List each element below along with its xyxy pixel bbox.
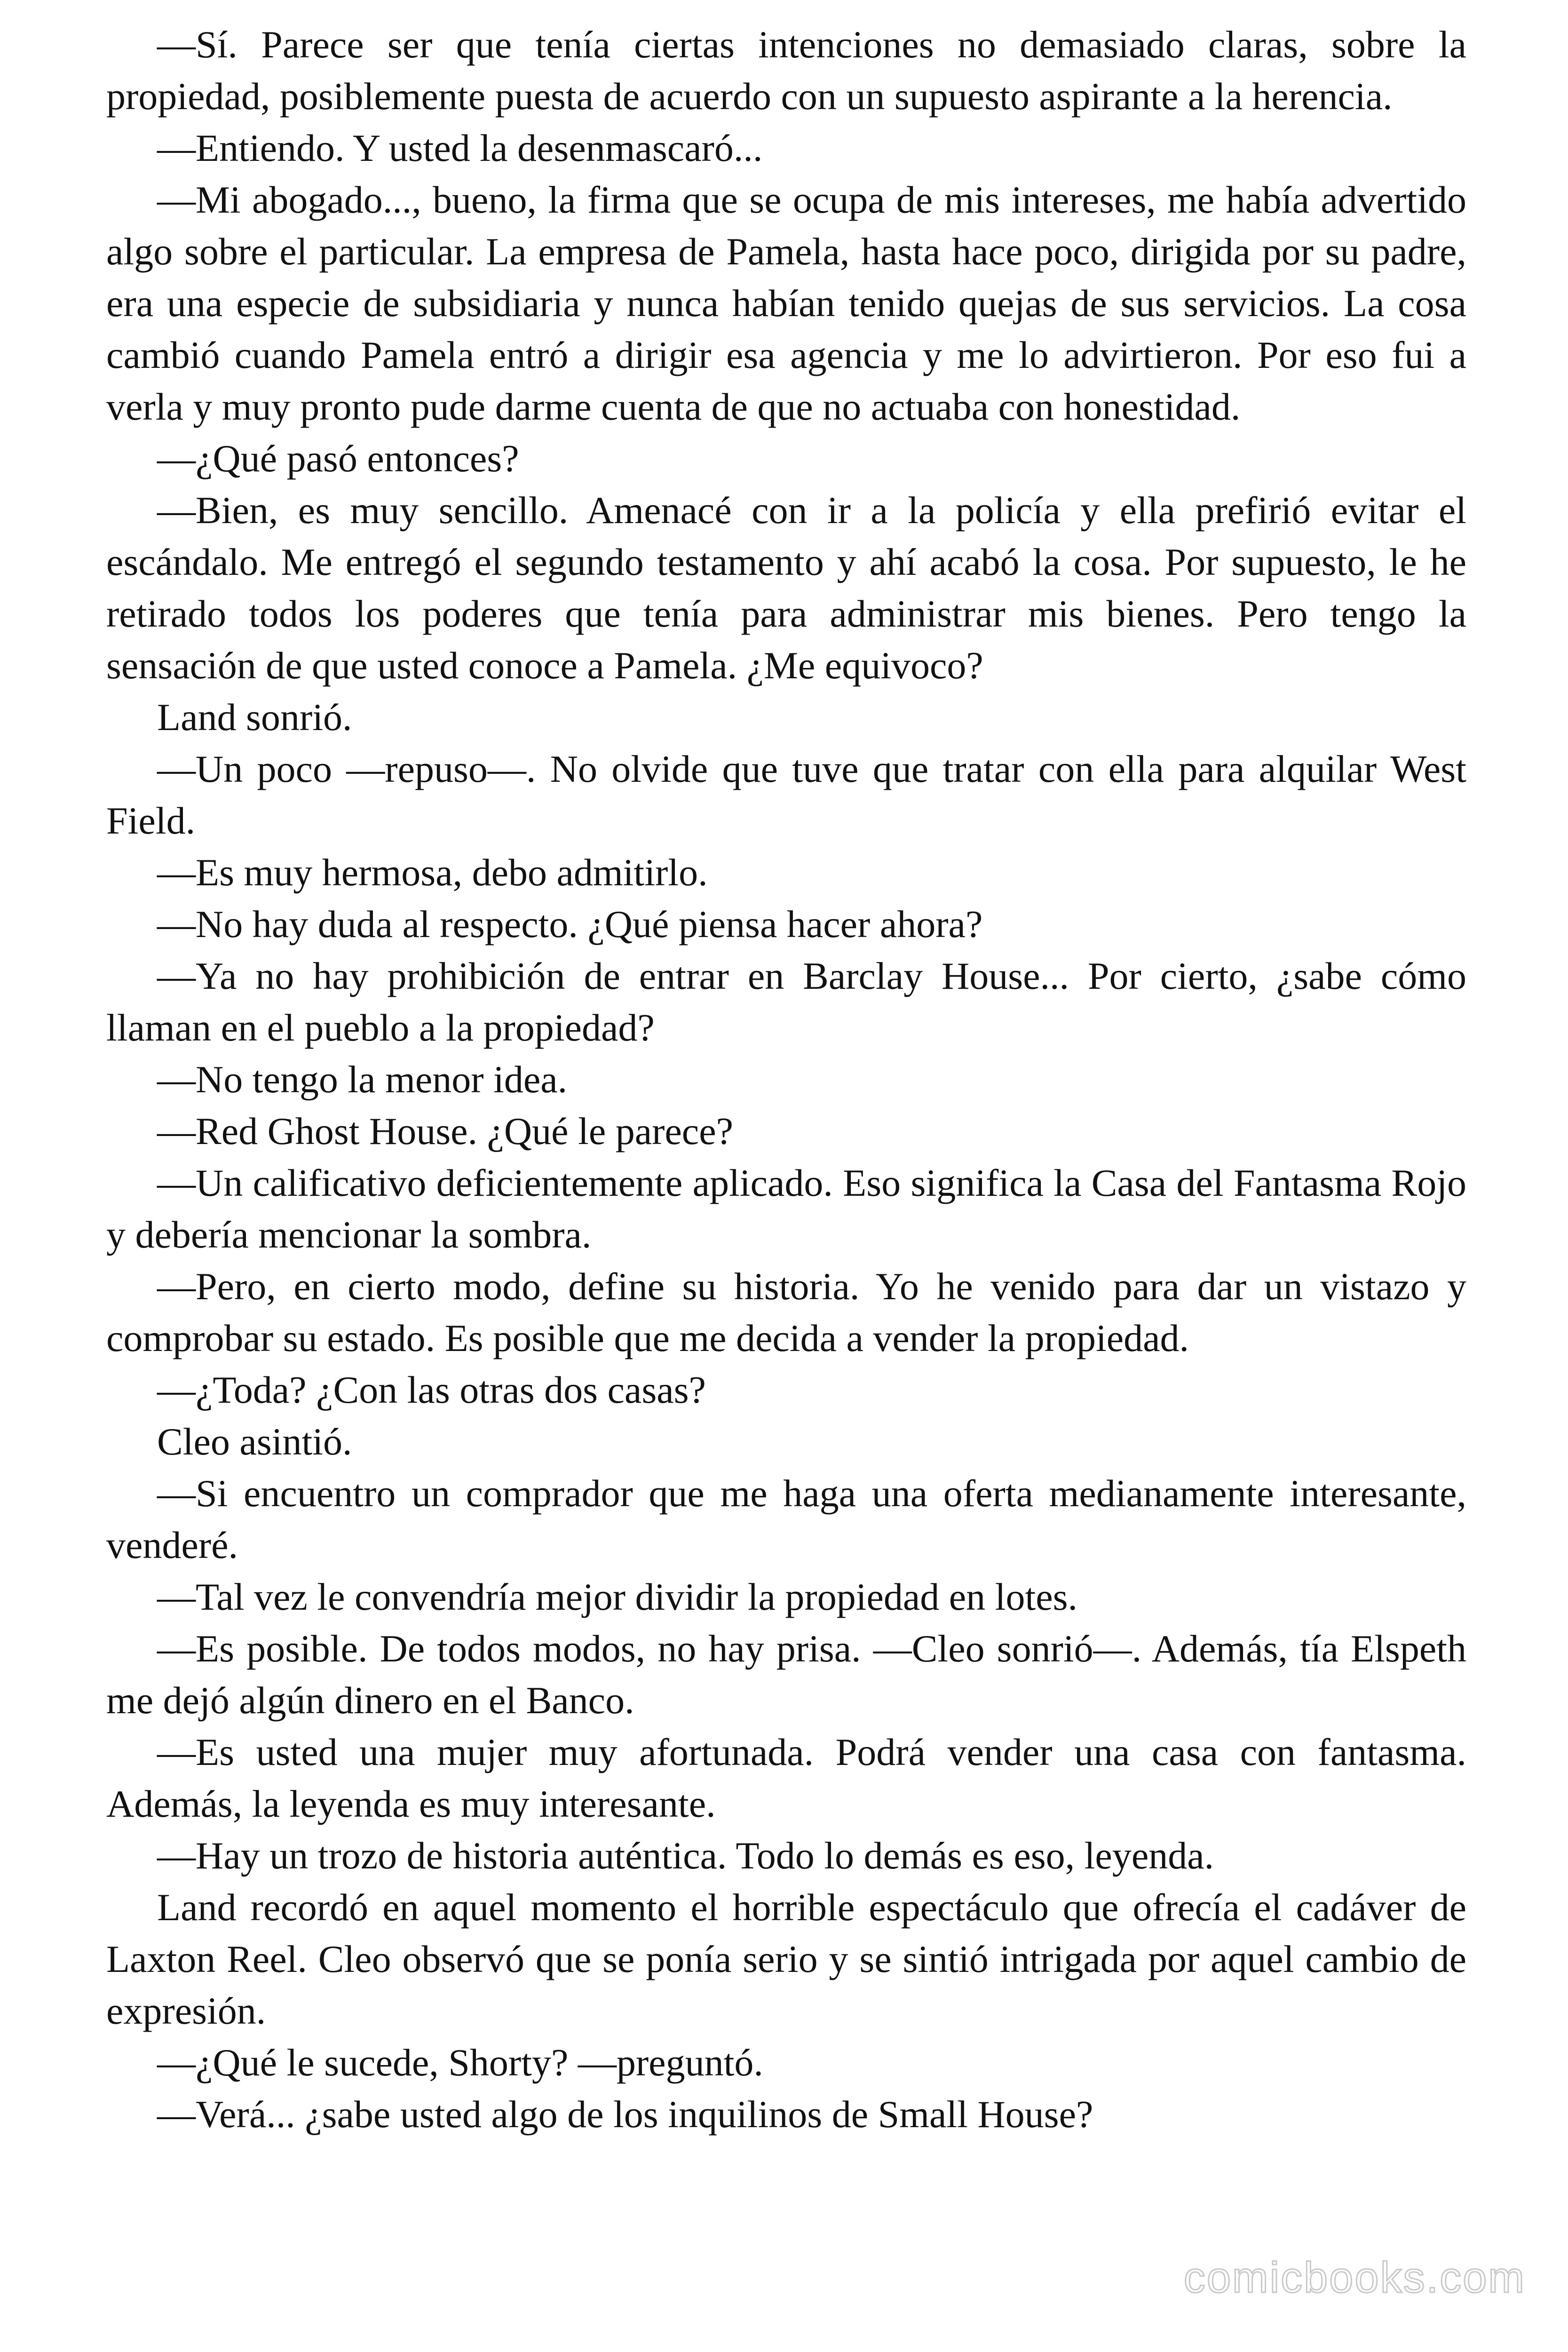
paragraph: —Entiendo. Y usted la desenmascaró...: [157, 127, 763, 169]
paragraph: —Hay un trozo de historia auténtica. Todo lo demás es eso, leyenda.: [157, 1834, 1214, 1877]
watermark: comicbooks.com: [1183, 2254, 1526, 2302]
paragraph: —Verá... ¿sabe usted algo de los inquilinos de Small House?: [157, 2093, 1093, 2136]
paragraph: Cleo asintió.: [157, 1420, 352, 1463]
paragraph: —Si encuentro un comprador que me haga una oferta medianamente interesante, venderé.: [106, 1472, 1466, 1566]
paragraph: —Tal vez le convendría mejor dividir la propiedad en lotes.: [157, 1575, 1078, 1618]
paragraph: —Es muy hermosa, debo admitirlo.: [157, 851, 708, 894]
paragraph: Land sonrió.: [157, 696, 352, 739]
paragraph: —Pero, en cierto modo, define su historia. Yo he venido para dar un vistazo y comprobar su estado. Es posible que me decida a vender la propiedad.: [106, 1265, 1466, 1359]
paragraph: —Bien, es muy sencillo. Amenacé con ir a la policía y ella prefirió evitar el escándalo. Me entregó el segundo testamento y ahí acabó la cosa. Por supuesto, le he retirado todos los poderes que tenía para administrar mis bienes. Pero tengo la sensación de que usted conoce a Pamela. ¿Me equivoco?: [106, 489, 1466, 687]
paragraph: —Red Ghost House. ¿Qué le parece?: [157, 1110, 733, 1152]
paragraph: —¿Toda? ¿Con las otras dos casas?: [157, 1368, 706, 1411]
paragraph: —Un poco —repuso—. No olvide que tuve que tratar con ella para alquilar West Field.: [106, 747, 1466, 842]
paragraph: —Mi abogado..., bueno, la firma que se ocupa de mis intereses, me había advertido algo sobre el particular. La empresa de Pamela, hasta hace poco, dirigida por su padre, era una especie de subsidiaria y nunca habían tenido quejas de sus servicios. La cosa cambió cuando Pamela entró a dirigir esa agencia y me lo advirtieron. Por eso fui a verla y muy pronto pude darme cuenta de que no actuaba con honestidad.: [106, 178, 1466, 428]
paragraph: —Es usted una mujer muy afortunada. Podrá vender una casa con fantasma. Además, la leyenda es muy interesante.: [106, 1731, 1466, 1825]
book-page-text: [106, 19, 1466, 2140]
paragraph: —Es posible. De todos modos, no hay prisa. —Cleo sonrió—. Además, tía Elspeth me dejó algún dinero en el Banco.: [106, 1627, 1466, 1722]
paragraph: —No tengo la menor idea.: [157, 1058, 568, 1101]
paragraph: —Un calificativo deficientemente aplicado. Eso significa la Casa del Fantasma Rojo y debería mencionar la sombra.: [106, 1161, 1466, 1256]
paragraph: Land recordó en aquel momento el horrible espectáculo que ofrecía el cadáver de Laxton Reel. Cleo observó que se ponía serio y se sintió intrigada por aquel cambio de expresión.: [106, 1886, 1466, 2032]
paragraph: —¿Qué pasó entonces?: [157, 437, 519, 480]
paragraph: —¿Qué le sucede, Shorty? —preguntó.: [157, 2041, 763, 2084]
paragraph: —Ya no hay prohibición de entrar en Barclay House... Por cierto, ¿sabe cómo llaman en el pueblo a la propiedad?: [106, 954, 1466, 1049]
paragraph: —Sí. Parece ser que tenía ciertas intenciones no demasiado claras, sobre la propiedad, posiblemente puesta de acuerdo con un supuesto aspirante a la herencia.: [106, 23, 1466, 118]
paragraph: —No hay duda al respecto. ¿Qué piensa hacer ahora?: [157, 903, 983, 946]
